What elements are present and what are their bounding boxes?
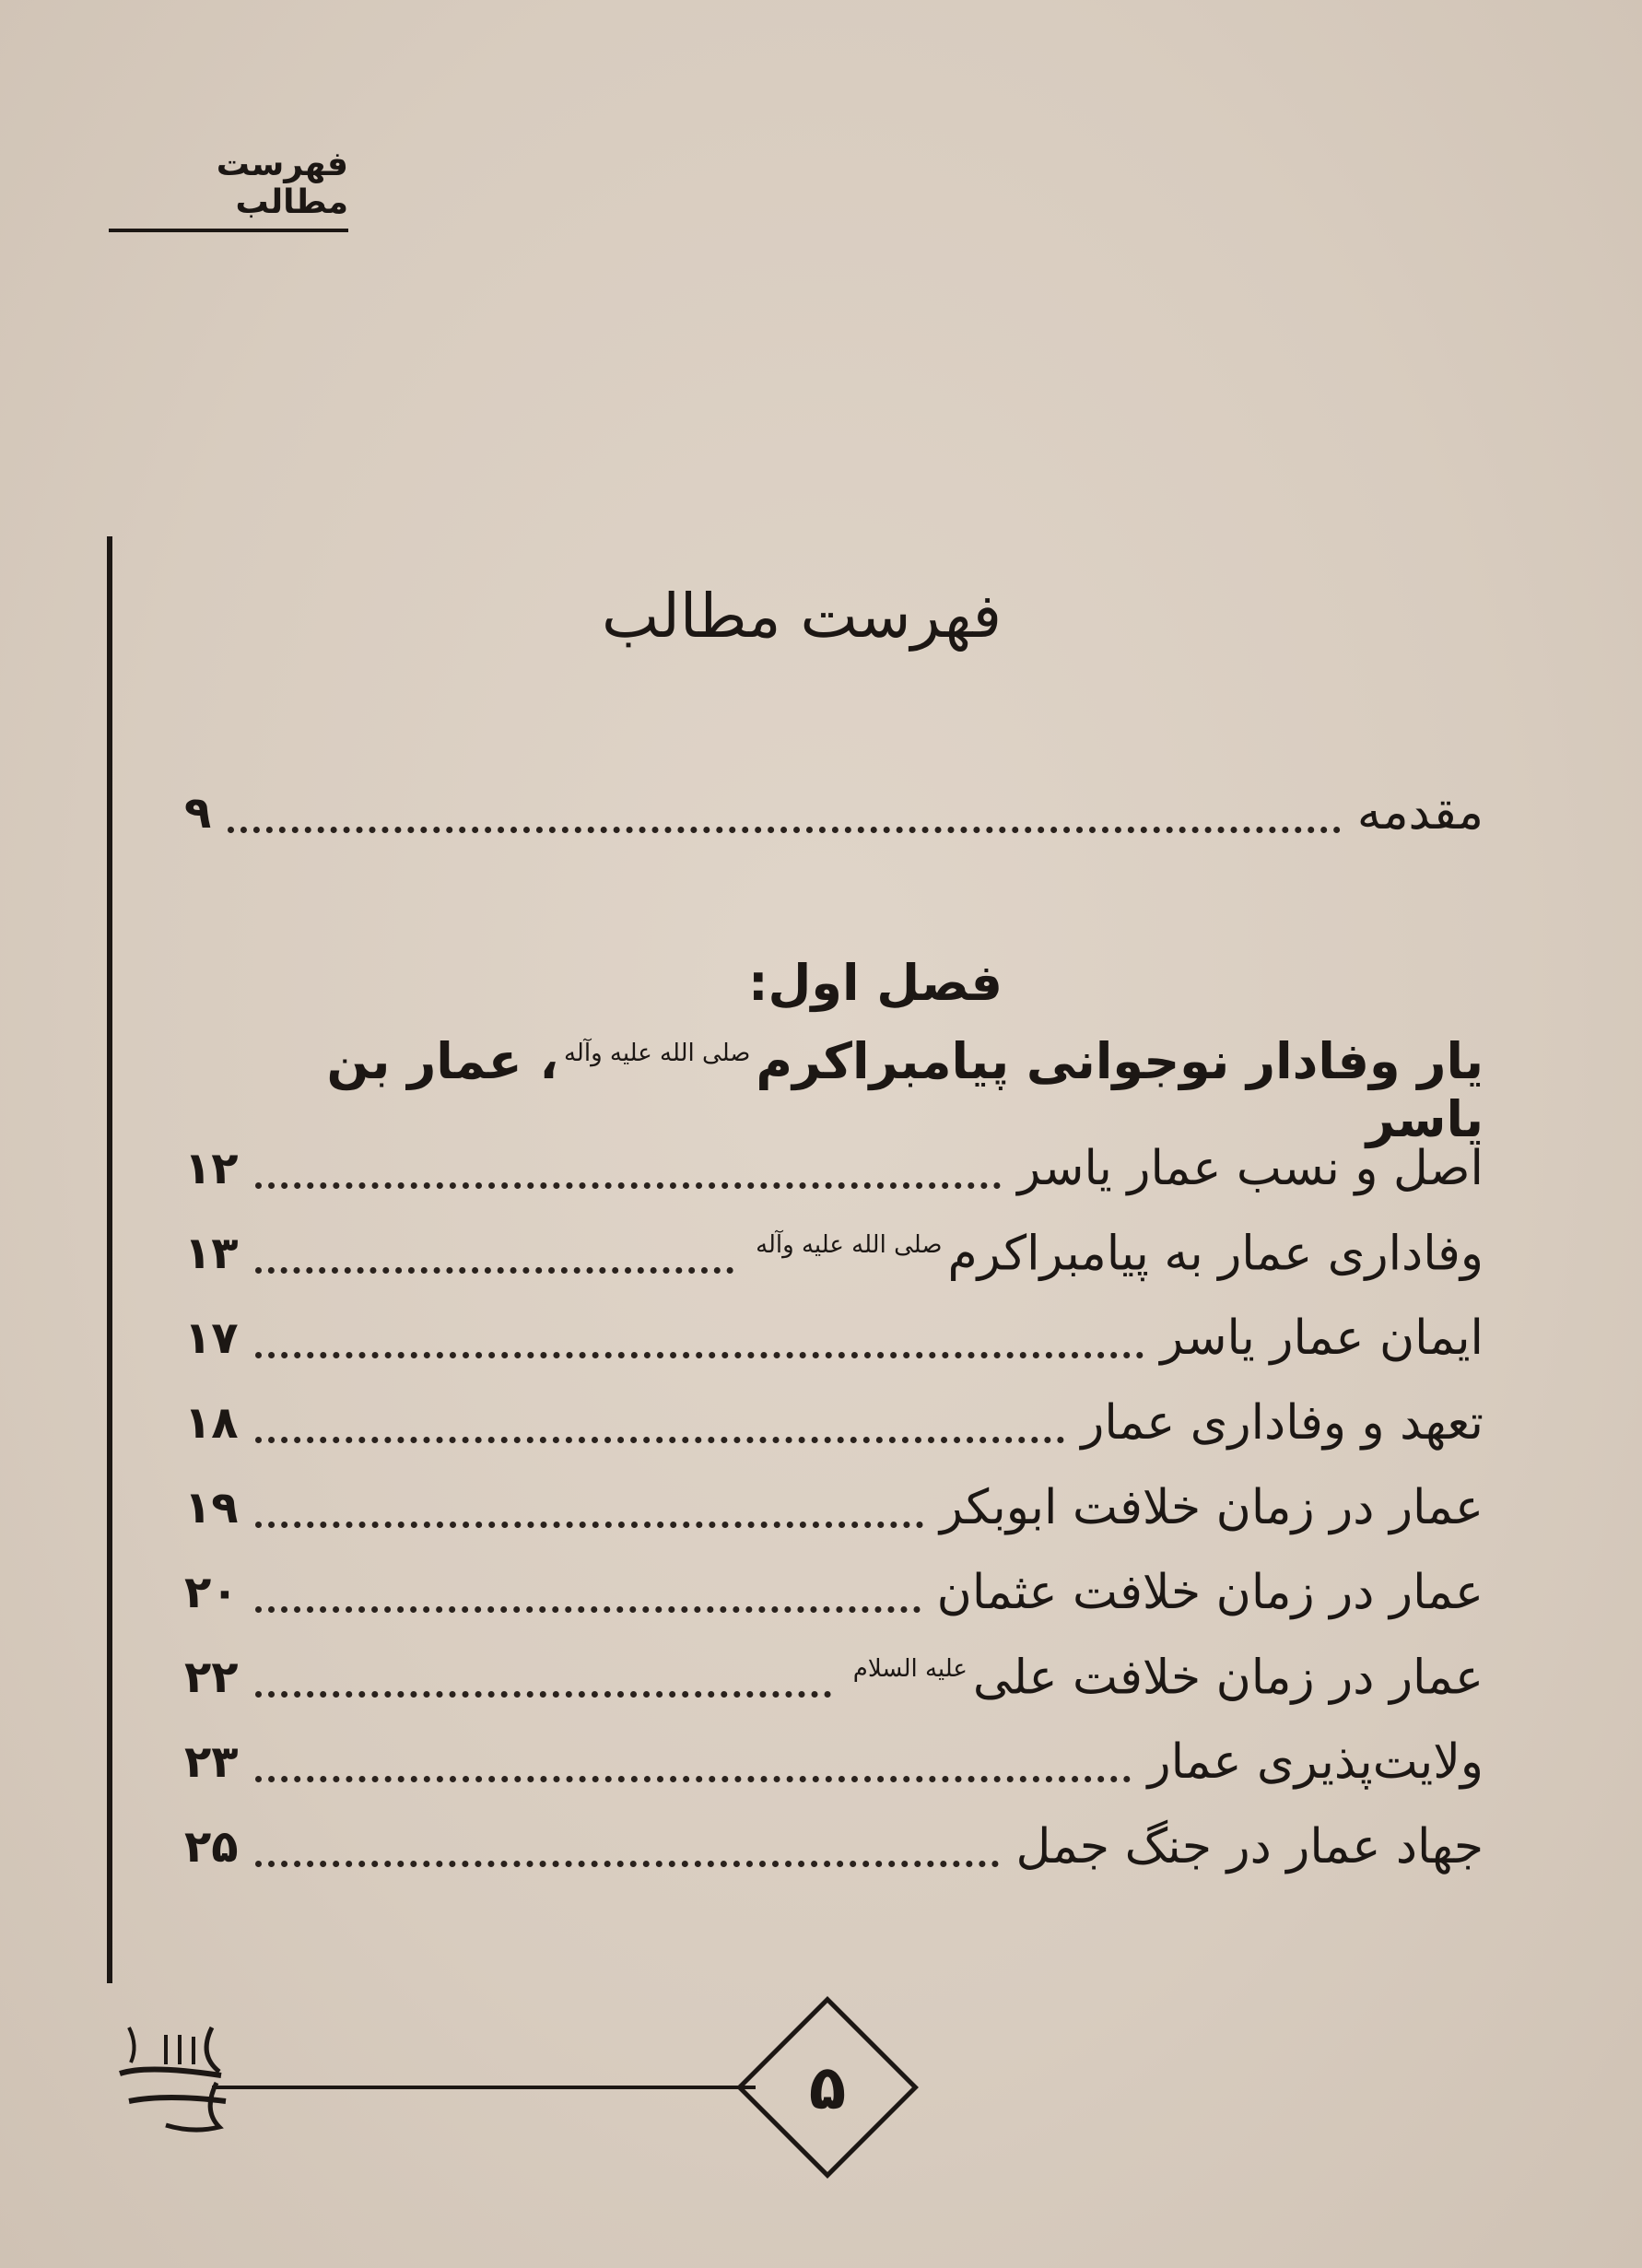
side-rule (107, 536, 112, 1983)
chapter-title-suffix: ، عمار بن یاسر (326, 1032, 1484, 1148)
toc-entry (184, 1386, 1484, 1460)
entry-page: ۲۵ (184, 1821, 239, 1873)
entry-label: مقدمه (1356, 785, 1484, 840)
chapter-label: فصل اول: (747, 954, 1003, 1012)
dot-leader (255, 1691, 831, 1698)
entry-label: عمار در زمان خلافت علیعلیه السلام (848, 1632, 1484, 1714)
dot-leader (255, 1606, 921, 1613)
entry-label: عمار در زمان خلافت عثمان (936, 1565, 1484, 1620)
running-head: فهرست مطالب (109, 146, 348, 232)
toc-entry (184, 1725, 1484, 1799)
entry-page: ۱۹ (184, 1482, 239, 1534)
toc-entry (184, 1640, 1484, 1714)
entry-label: ایمان عمار یاسر (1160, 1310, 1484, 1366)
dot-leader (228, 827, 1341, 833)
dot-leader (255, 1861, 1000, 1867)
salawat-glyph: صلی الله علیه وآله (756, 1230, 943, 1259)
entry-page: ۱۸ (184, 1397, 239, 1449)
dot-leader (255, 1352, 1144, 1358)
toc-entry (184, 1216, 1484, 1290)
toc-entry-intro (184, 776, 1484, 850)
entry-page: ۲۲ (184, 1651, 239, 1703)
toc-entry (184, 1132, 1484, 1205)
entry-label: جهاد عمار در جنگ جمل (1015, 1819, 1484, 1874)
toc-entry (184, 1810, 1484, 1884)
entry-page: ۱۷ (184, 1312, 239, 1364)
entry-page: ۹ (184, 787, 212, 839)
toc-entry (184, 1556, 1484, 1629)
dot-leader (255, 1437, 1065, 1443)
footer-line (212, 2086, 756, 2089)
entry-page: ۱۲ (184, 1143, 239, 1194)
toc-title: فهرست مطالب (602, 581, 1002, 652)
dot-leader (255, 1182, 1002, 1189)
page-number: ۵ (808, 2051, 847, 2123)
entry-label: تعهد و وفاداری عمار (1081, 1395, 1484, 1451)
dot-leader (255, 1267, 733, 1274)
dot-leader (255, 1776, 1132, 1782)
salawat-glyph: صلی الله علیه وآله (563, 1040, 751, 1067)
entry-label: ولایت‌پذیری عمار (1147, 1734, 1484, 1790)
entry-label: عمار در زمان خلافت ابوبکر (939, 1480, 1484, 1535)
alayhis-salam-glyph: علیه السلام (852, 1654, 968, 1683)
toc-entry (184, 1471, 1484, 1545)
entry-label: وفاداری عمار به پیامبراکرمصلی الله علیه وآله (750, 1208, 1484, 1290)
entry-page: ۲۰ (184, 1567, 239, 1618)
entry-label: اصل و نسب عمار یاسر (1017, 1141, 1484, 1196)
entry-page: ۲۳ (184, 1736, 239, 1788)
chapter-title-text: یار وفادار نوجوانی پیامبراکرم (756, 1032, 1484, 1090)
toc-entry (184, 1301, 1484, 1375)
entry-page: ۱۳ (184, 1228, 239, 1279)
calligraphy-logo (111, 2009, 240, 2138)
dot-leader (255, 1522, 923, 1528)
